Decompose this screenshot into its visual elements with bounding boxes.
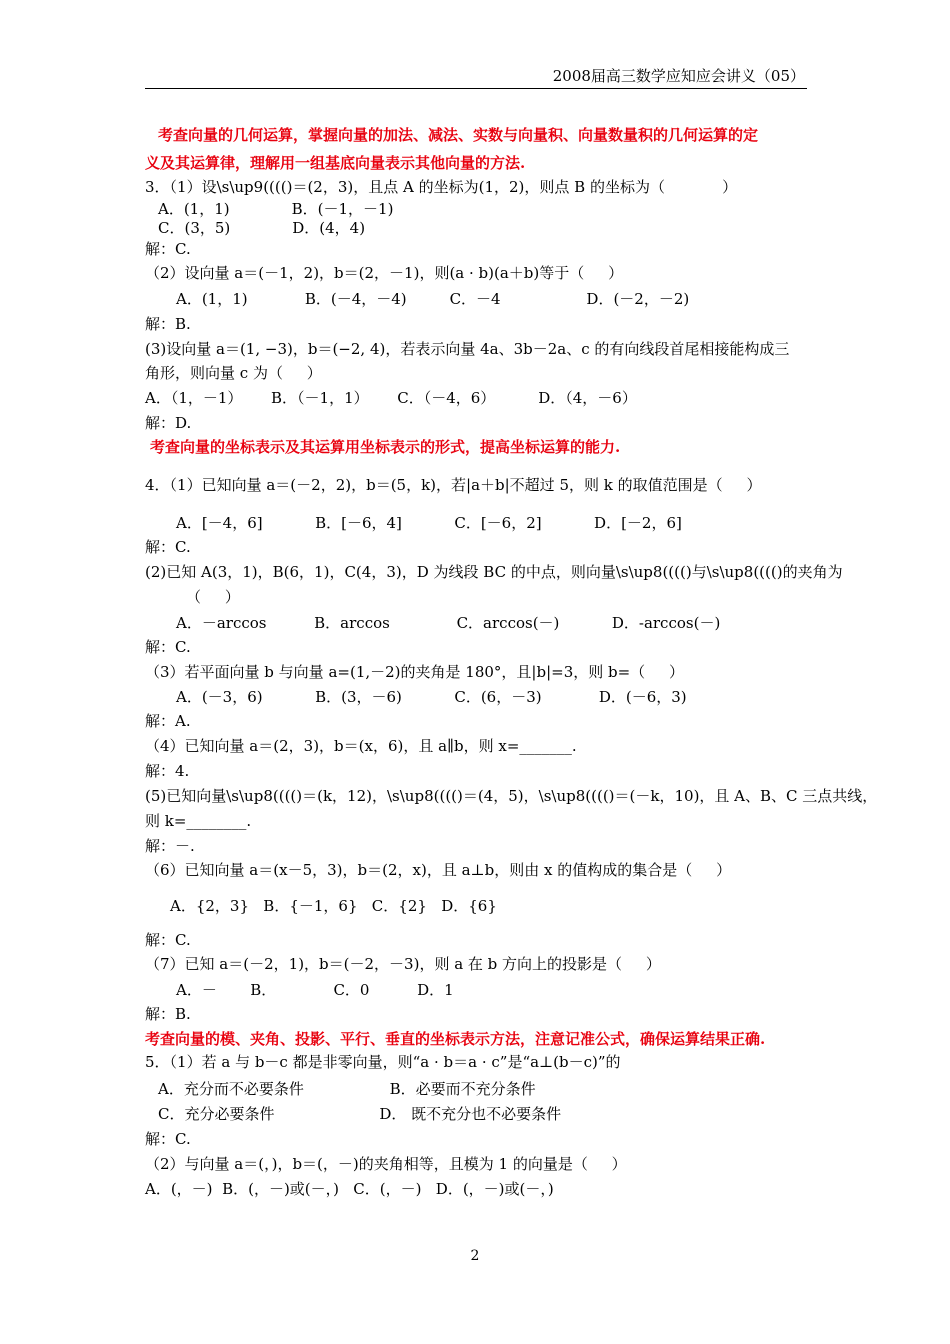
text-line: （ ） bbox=[186, 588, 240, 606]
page-number: 2 bbox=[470, 1248, 480, 1264]
text-line: 解：D. bbox=[145, 414, 192, 432]
text-line: A．{2，3} B．{－1，6} C．{2} D．{6} bbox=[170, 897, 497, 915]
text-line: A．(－3，6) B．(3，－6) C．(6，－3) D．(－6，3) bbox=[176, 688, 687, 706]
highlight-note: 义及其运算律，理解用一组基底向量表示其他向量的方法. bbox=[145, 154, 526, 172]
text-line: A．－arccos B．arccos C．arccos(－) D．-arccos(－) bbox=[176, 614, 721, 632]
text-line: 解：C. bbox=[145, 538, 191, 556]
text-line: 则 k=________. bbox=[145, 812, 252, 830]
text-line: （4）已知向量 a＝(2，3)，b＝(x，6)，且 a∥b，则 x=_______. bbox=[145, 737, 577, 755]
text-line: 5．（1）若 a 与 b－c 都是非零向量，则“a · b＝a · c”是“a⊥(b－c)”的 bbox=[145, 1053, 621, 1071]
text-line: A．－ B． C．0 D．1 bbox=[176, 981, 454, 999]
text-line: 4．（1）已知向量 a＝(－2，2)，b＝(5，k)，若|a＋b|不超过 5，则 k 的取值范围是（ ） bbox=[145, 476, 762, 494]
text-line: 解：－. bbox=[145, 837, 195, 855]
text-line: A．(，－) B．(，－)或(－，) C．(，－) D．(，－)或(－，) bbox=[145, 1180, 554, 1198]
text-line: 3．（1）设\s\up9(((()＝(2，3)，且点 A 的坐标为(1，2)，则点 B 的坐标为（ ） bbox=[145, 178, 738, 196]
text-line: A．充分而不必要条件 B．必要而不充分条件 bbox=[158, 1080, 536, 1098]
text-line: A．(1，1) B．(－1，－1) bbox=[158, 200, 394, 218]
text-line: 解：B. bbox=[145, 1005, 191, 1023]
text-line: (3)设向量 a＝(1, −3)，b＝(−2, 4)，若表示向量 4a、3b－2a、c 的有向线段首尾相接能构成三 bbox=[145, 340, 790, 358]
text-line: （6）已知向量 a＝(x－5，3)，b＝(2，x)，且 a⊥b，则由 x 的值构成的集合是（ ） bbox=[145, 861, 732, 879]
text-line: （3）若平面向量 b 与向量 a=(1,－2)的夹角是 180°，且|b|=3，则 b=（ ） bbox=[145, 663, 685, 681]
highlight-note: 考查向量的坐标表示及其运算用坐标表示的形式，提高坐标运算的能力. bbox=[150, 438, 621, 456]
text-line: （2）设向量 a＝(－1，2)，b＝(2，－1)，则(a · b)(a＋b)等于（ ） bbox=[145, 264, 624, 282]
text-line: C．充分必要条件 D． 既不充分也不必要条件 bbox=[158, 1105, 562, 1123]
text-line: （7）已知 a＝(－2，1)，b＝(－2，－3)，则 a 在 b 方向上的投影是（ ） bbox=[145, 955, 661, 973]
text-line: (2)已知 A(3，1)，B(6，1)，C(4，3)，D 为线段 BC 的中点，则向量\s\up8(((()与\s\up8(((()的夹角为 bbox=[145, 563, 843, 581]
text-line: （2）与向量 a＝(，)，b＝(，－)的夹角相等，且模为 1 的向量是（ ） bbox=[145, 1155, 627, 1173]
page-header: 2008届高三数学应知应会讲义（05） bbox=[552, 67, 805, 85]
text-line: A．（1，－1） B．（－1，1） C．（－4，6） D．（4，－6） bbox=[145, 389, 637, 407]
text-line: 解：B. bbox=[145, 315, 191, 333]
text-line: 解：A. bbox=[145, 712, 191, 730]
text-line: 解：C. bbox=[145, 240, 191, 258]
highlight-note: 考查向量的模、夹角、投影、平行、垂直的坐标表示方法，注意记准公式，确保运算结果正确. bbox=[145, 1030, 766, 1048]
text-line: 解：C. bbox=[145, 1130, 191, 1148]
text-line: C．(3，5) D．(4，4) bbox=[158, 219, 366, 237]
highlight-note: 考查向量的几何运算，掌握向量的加法、减法、实数与向量积、向量数量积的几何运算的定 bbox=[158, 126, 759, 144]
text-line: 解：C. bbox=[145, 931, 191, 949]
text-line: 角形，则向量 c 为（ ） bbox=[145, 364, 322, 382]
text-line: A．[－4，6] B．[－6，4] C．[－6，2] D．[－2，6] bbox=[176, 514, 682, 532]
header-rule bbox=[145, 88, 807, 89]
text-line: 解：C. bbox=[145, 638, 191, 656]
text-line: (5)已知向量\s\up8(((()＝(k，12)，\s\up8(((()＝(4，5)，\s\up8(((()＝(－k，10)，且 A、B、C 三点共线， bbox=[145, 787, 878, 805]
text-line: 解：4. bbox=[145, 762, 190, 780]
text-line: A．(1，1) B．(－4，－4) C．－4 D．(－2，－2) bbox=[176, 290, 690, 308]
